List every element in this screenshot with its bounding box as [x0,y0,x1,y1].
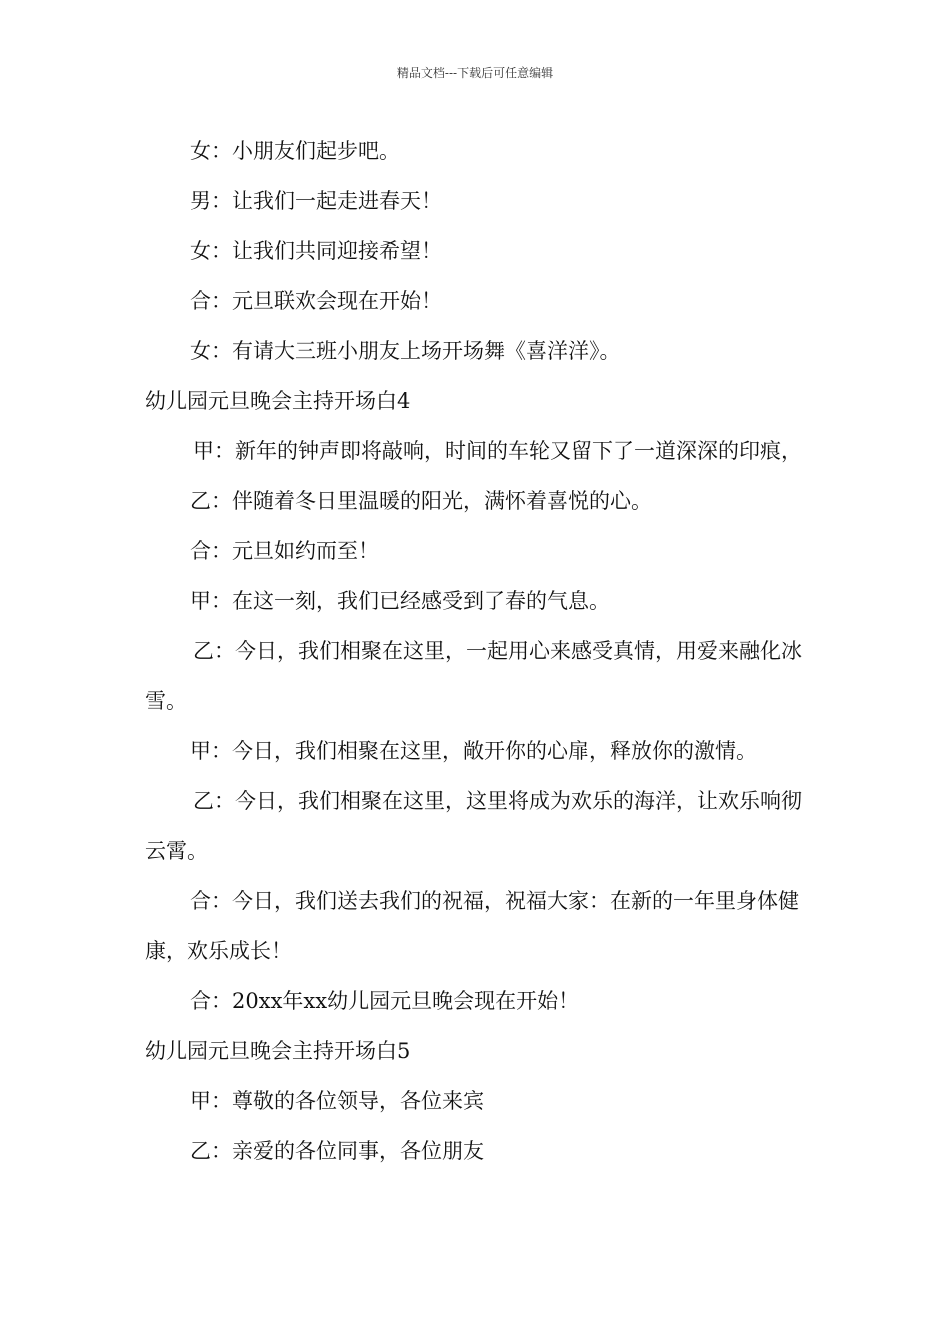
paragraph: 乙：亲爱的各位同事，各位朋友 [190,1139,484,1163]
section-heading: 幼儿园元旦晚会主持开场白5 [145,1039,411,1063]
paragraph: 男：让我们一起走进春天！ [190,189,442,213]
paragraph: 甲：尊敬的各位领导，各位来宾 [190,1089,484,1113]
paragraph: 女：小朋友们起步吧。 [190,139,400,163]
paragraph: 合：今日，我们送去我们的祝福，祝福大家：在新的一年里身体健康，欢乐成长！ [145,889,799,963]
paragraph: 甲：在这一刻，我们已经感受到了春的气息。 [190,589,610,613]
page-header: 精品文档---下载后可任意编辑 [396,66,554,80]
paragraph: 合：元旦联欢会现在开始！ [190,289,442,313]
document-body [145,126,810,1176]
paragraph: 甲：今日，我们相聚在这里，敞开你的心扉，释放你的激情。 [190,739,757,763]
paragraph: 女：让我们共同迎接希望！ [190,239,442,263]
paragraph: 合：元旦如约而至！ [190,539,379,563]
paragraph: 乙：今日，我们相聚在这里，一起用心来感受真情，用爱来融化冰雪。 [145,639,802,713]
section-heading: 幼儿园元旦晚会主持开场白4 [145,389,411,413]
paragraph: 合：20xx年xx幼儿园元旦晚会现在开始！ [190,989,580,1013]
paragraph: 乙：今日，我们相聚在这里，这里将成为欢乐的海洋，让欢乐响彻云霄。 [145,789,802,863]
paragraph: 女：有请大三班小朋友上场开场舞《喜洋洋》。 [190,339,621,363]
paragraph: 甲：新年的钟声即将敲响，时间的车轮又留下了一道深深的印痕， [193,439,802,463]
paragraph: 乙：伴随着冬日里温暖的阳光，满怀着喜悦的心。 [190,489,652,513]
